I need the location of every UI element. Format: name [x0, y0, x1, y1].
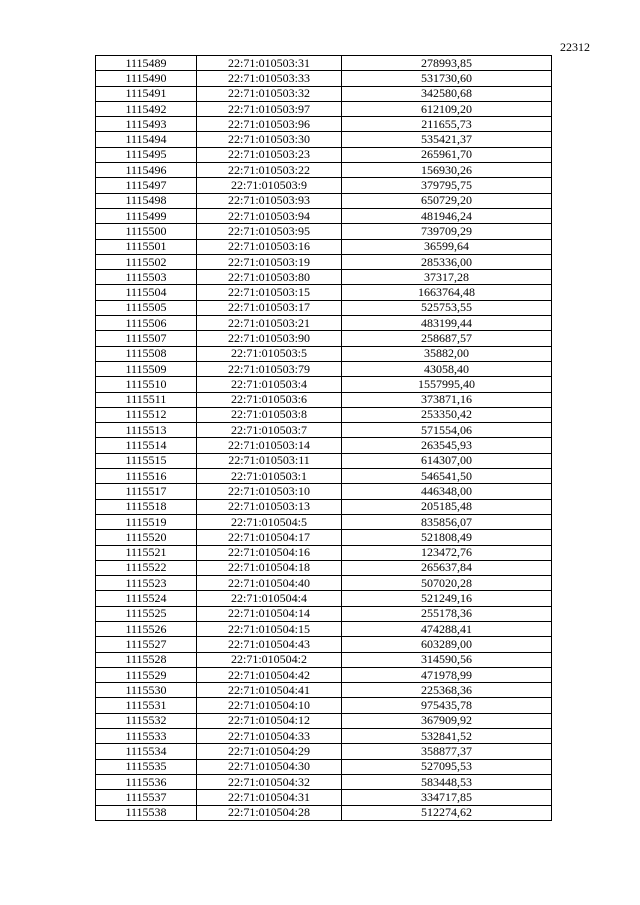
row-number-cell: 1115492 [96, 101, 197, 116]
cadastral-value-cell: 225368,36 [342, 683, 552, 698]
table-row [96, 316, 552, 331]
cadastral-number-cell: 22:71:010503:32 [197, 86, 342, 101]
row-number-cell: 1115495 [96, 147, 197, 162]
row-number-cell: 1115515 [96, 453, 197, 468]
cadastral-value-cell: 379795,75 [342, 178, 552, 193]
row-number-cell: 1115532 [96, 713, 197, 728]
row-number-cell: 1115501 [96, 239, 197, 254]
row-number-cell: 1115516 [96, 469, 197, 484]
cadastral-value-cell: 521808,49 [342, 530, 552, 545]
row-number-cell: 1115520 [96, 530, 197, 545]
cadastral-value-cell: 603289,00 [342, 637, 552, 652]
table-row [96, 713, 552, 728]
cadastral-number-cell: 22:71:010503:14 [197, 438, 342, 453]
cadastral-value-cell: 285336,00 [342, 254, 552, 269]
cadastral-number-cell: 22:71:010503:8 [197, 407, 342, 422]
cadastral-number-cell: 22:71:010504:15 [197, 621, 342, 636]
row-number-cell: 1115521 [96, 545, 197, 560]
cadastral-number-cell: 22:71:010504:2 [197, 652, 342, 667]
cadastral-value-cell: 253350,42 [342, 407, 552, 422]
cadastral-number-cell: 22:71:010503:11 [197, 453, 342, 468]
table-row [96, 407, 552, 422]
cadastral-value-cell: 358877,37 [342, 744, 552, 759]
table-row [96, 331, 552, 346]
cadastral-value-cell: 278993,85 [342, 56, 552, 71]
row-number-cell: 1115519 [96, 514, 197, 529]
row-number-cell: 1115531 [96, 698, 197, 713]
row-number-cell: 1115512 [96, 407, 197, 422]
row-number-cell: 1115538 [96, 805, 197, 820]
cadastral-number-cell: 22:71:010503:97 [197, 101, 342, 116]
cadastral-number-cell: 22:71:010504:14 [197, 606, 342, 621]
cadastral-value-cell: 583448,53 [342, 774, 552, 789]
cadastral-value-cell: 265961,70 [342, 147, 552, 162]
cadastral-value-cell: 512274,62 [342, 805, 552, 820]
table-row [96, 560, 552, 575]
table-row [96, 667, 552, 682]
cadastral-number-cell: 22:71:010504:30 [197, 759, 342, 774]
table-row [96, 300, 552, 315]
cadastral-number-cell: 22:71:010503:95 [197, 224, 342, 239]
cadastral-value-cell: 37317,28 [342, 270, 552, 285]
table-row [96, 591, 552, 606]
cadastral-value-cell: 156930,26 [342, 163, 552, 178]
cadastral-value-cell: 255178,36 [342, 606, 552, 621]
row-number-cell: 1115508 [96, 346, 197, 361]
table-row [96, 270, 552, 285]
table-row [96, 346, 552, 361]
table-row [96, 805, 552, 820]
row-number-cell: 1115527 [96, 637, 197, 652]
row-number-cell: 1115514 [96, 438, 197, 453]
cadastral-number-cell: 22:71:010503:13 [197, 499, 342, 514]
cadastral-number-cell: 22:71:010503:16 [197, 239, 342, 254]
row-number-cell: 1115491 [96, 86, 197, 101]
row-number-cell: 1115525 [96, 606, 197, 621]
row-number-cell: 1115498 [96, 193, 197, 208]
cadastral-number-cell: 22:71:010503:17 [197, 300, 342, 315]
row-number-cell: 1115530 [96, 683, 197, 698]
page-number: 22312 [560, 40, 590, 54]
cadastral-value-cell: 446348,00 [342, 484, 552, 499]
row-number-cell: 1115505 [96, 300, 197, 315]
cadastral-value-cell: 525753,55 [342, 300, 552, 315]
row-number-cell: 1115510 [96, 377, 197, 392]
cadastral-number-cell: 22:71:010503:6 [197, 392, 342, 407]
cadastral-number-cell: 22:71:010503:5 [197, 346, 342, 361]
table-row [96, 101, 552, 116]
table-row [96, 484, 552, 499]
table-row [96, 56, 552, 71]
cadastral-value-cell: 1557995,40 [342, 377, 552, 392]
cadastral-value-cell: 314590,56 [342, 652, 552, 667]
row-number-cell: 1115523 [96, 576, 197, 591]
cadastral-value-cell: 481946,24 [342, 208, 552, 223]
cadastral-value-cell: 521249,16 [342, 591, 552, 606]
cadastral-number-cell: 22:71:010503:80 [197, 270, 342, 285]
cadastral-value-cell: 975435,78 [342, 698, 552, 713]
cadastral-value-cell: 612109,20 [342, 101, 552, 116]
table-row [96, 193, 552, 208]
cadastral-number-cell: 22:71:010503:1 [197, 469, 342, 484]
row-number-cell: 1115489 [96, 56, 197, 71]
table-row [96, 392, 552, 407]
table-row [96, 759, 552, 774]
table-row [96, 729, 552, 744]
row-number-cell: 1115506 [96, 316, 197, 331]
table-row [96, 438, 552, 453]
cadastral-number-cell: 22:71:010503:7 [197, 423, 342, 438]
cadastral-number-cell: 22:71:010504:10 [197, 698, 342, 713]
table-row [96, 423, 552, 438]
cadastral-number-cell: 22:71:010503:90 [197, 331, 342, 346]
cadastral-number-cell: 22:71:010503:4 [197, 377, 342, 392]
table-row [96, 453, 552, 468]
cadastral-number-cell: 22:71:010504:29 [197, 744, 342, 759]
row-number-cell: 1115490 [96, 71, 197, 86]
row-number-cell: 1115509 [96, 361, 197, 376]
cadastral-number-cell: 22:71:010503:96 [197, 117, 342, 132]
cadastral-value-cell: 123472,76 [342, 545, 552, 560]
cadastral-value-cell: 535421,37 [342, 132, 552, 147]
cadastral-value-cell: 263545,93 [342, 438, 552, 453]
row-number-cell: 1115533 [96, 729, 197, 744]
cadastral-value-cell: 571554,06 [342, 423, 552, 438]
cadastral-number-cell: 22:71:010503:21 [197, 316, 342, 331]
row-number-cell: 1115503 [96, 270, 197, 285]
cadastral-value-cell: 265637,84 [342, 560, 552, 575]
table-row [96, 576, 552, 591]
table-row [96, 514, 552, 529]
table-row [96, 790, 552, 805]
cadastral-number-cell: 22:71:010504:28 [197, 805, 342, 820]
cadastral-value-cell: 532841,52 [342, 729, 552, 744]
cadastral-value-cell: 43058,40 [342, 361, 552, 376]
row-number-cell: 1115502 [96, 254, 197, 269]
cadastral-value-cell: 205185,48 [342, 499, 552, 514]
table-row [96, 698, 552, 713]
cadastral-number-cell: 22:71:010504:4 [197, 591, 342, 606]
cadastral-value-cell: 546541,50 [342, 469, 552, 484]
table-row [96, 469, 552, 484]
cadastral-number-cell: 22:71:010504:16 [197, 545, 342, 560]
cadastral-number-cell: 22:71:010503:23 [197, 147, 342, 162]
row-number-cell: 1115522 [96, 560, 197, 575]
row-number-cell: 1115504 [96, 285, 197, 300]
cadastral-number-cell: 22:71:010503:33 [197, 71, 342, 86]
table-row [96, 744, 552, 759]
cadastral-number-cell: 22:71:010504:12 [197, 713, 342, 728]
row-number-cell: 1115534 [96, 744, 197, 759]
table-row [96, 147, 552, 162]
row-number-cell: 1115536 [96, 774, 197, 789]
table-row [96, 86, 552, 101]
table-row [96, 239, 552, 254]
cadastral-number-cell: 22:71:010504:43 [197, 637, 342, 652]
row-number-cell: 1115528 [96, 652, 197, 667]
table-row [96, 499, 552, 514]
table-row [96, 285, 552, 300]
cadastral-value-cell: 531730,60 [342, 71, 552, 86]
table-row [96, 683, 552, 698]
cadastral-value-cell: 527095,53 [342, 759, 552, 774]
row-number-cell: 1115526 [96, 621, 197, 636]
cadastral-value-cell: 36599,64 [342, 239, 552, 254]
cadastral-number-cell: 22:71:010504:31 [197, 790, 342, 805]
cadastral-number-cell: 22:71:010504:5 [197, 514, 342, 529]
row-number-cell: 1115524 [96, 591, 197, 606]
table-row [96, 606, 552, 621]
cadastral-number-cell: 22:71:010503:9 [197, 178, 342, 193]
row-number-cell: 1115535 [96, 759, 197, 774]
cadastral-value-cell: 483199,44 [342, 316, 552, 331]
cadastral-number-cell: 22:71:010504:18 [197, 560, 342, 575]
cadastral-value-cell: 835856,07 [342, 514, 552, 529]
table-row [96, 163, 552, 178]
cadastral-value-cell: 211655,73 [342, 117, 552, 132]
cadastral-number-cell: 22:71:010504:32 [197, 774, 342, 789]
cadastral-value-cell: 258687,57 [342, 331, 552, 346]
cadastral-number-cell: 22:71:010504:42 [197, 667, 342, 682]
cadastral-value-cell: 334717,85 [342, 790, 552, 805]
row-number-cell: 1115493 [96, 117, 197, 132]
cadastral-value-cell: 1663764,48 [342, 285, 552, 300]
cadastral-value-cell: 342580,68 [342, 86, 552, 101]
table-body [96, 56, 552, 821]
table-row [96, 224, 552, 239]
table-row [96, 117, 552, 132]
table-row [96, 208, 552, 223]
cadastral-value-cell: 35882,00 [342, 346, 552, 361]
table-row [96, 774, 552, 789]
table-row [96, 361, 552, 376]
cadastral-value-cell: 373871,16 [342, 392, 552, 407]
row-number-cell: 1115518 [96, 499, 197, 514]
row-number-cell: 1115500 [96, 224, 197, 239]
cadastral-value-cell: 507020,28 [342, 576, 552, 591]
cadastral-value-cell: 471978,99 [342, 667, 552, 682]
cadastral-number-cell: 22:71:010503:22 [197, 163, 342, 178]
cadastral-value-cell: 739709,29 [342, 224, 552, 239]
row-number-cell: 1115511 [96, 392, 197, 407]
row-number-cell: 1115499 [96, 208, 197, 223]
table-row [96, 621, 552, 636]
table-row [96, 637, 552, 652]
cadastral-number-cell: 22:71:010504:40 [197, 576, 342, 591]
table-row [96, 178, 552, 193]
cadastral-value-cell: 367909,92 [342, 713, 552, 728]
cadastral-number-cell: 22:71:010504:17 [197, 530, 342, 545]
table-row [96, 254, 552, 269]
row-number-cell: 1115496 [96, 163, 197, 178]
row-number-cell: 1115537 [96, 790, 197, 805]
cadastral-number-cell: 22:71:010503:10 [197, 484, 342, 499]
row-number-cell: 1115513 [96, 423, 197, 438]
row-number-cell: 1115507 [96, 331, 197, 346]
cadastral-number-cell: 22:71:010504:41 [197, 683, 342, 698]
cadastral-number-cell: 22:71:010503:31 [197, 56, 342, 71]
cadastral-number-cell: 22:71:010503:19 [197, 254, 342, 269]
cadastral-number-cell: 22:71:010503:79 [197, 361, 342, 376]
cadastral-number-cell: 22:71:010503:94 [197, 208, 342, 223]
row-number-cell: 1115494 [96, 132, 197, 147]
cadastral-number-cell: 22:71:010503:93 [197, 193, 342, 208]
cadastral-value-cell: 650729,20 [342, 193, 552, 208]
table-row [96, 71, 552, 86]
cadastral-number-cell: 22:71:010503:15 [197, 285, 342, 300]
table-row [96, 545, 552, 560]
cadastral-value-cell: 474288,41 [342, 621, 552, 636]
row-number-cell: 1115497 [96, 178, 197, 193]
row-number-cell: 1115517 [96, 484, 197, 499]
cadastral-number-cell: 22:71:010504:33 [197, 729, 342, 744]
table-row [96, 652, 552, 667]
cadastral-number-cell: 22:71:010503:30 [197, 132, 342, 147]
table-row [96, 377, 552, 392]
row-number-cell: 1115529 [96, 667, 197, 682]
cadastral-value-table [95, 55, 552, 821]
table-row [96, 530, 552, 545]
cadastral-value-cell: 614307,00 [342, 453, 552, 468]
table-row [96, 132, 552, 147]
